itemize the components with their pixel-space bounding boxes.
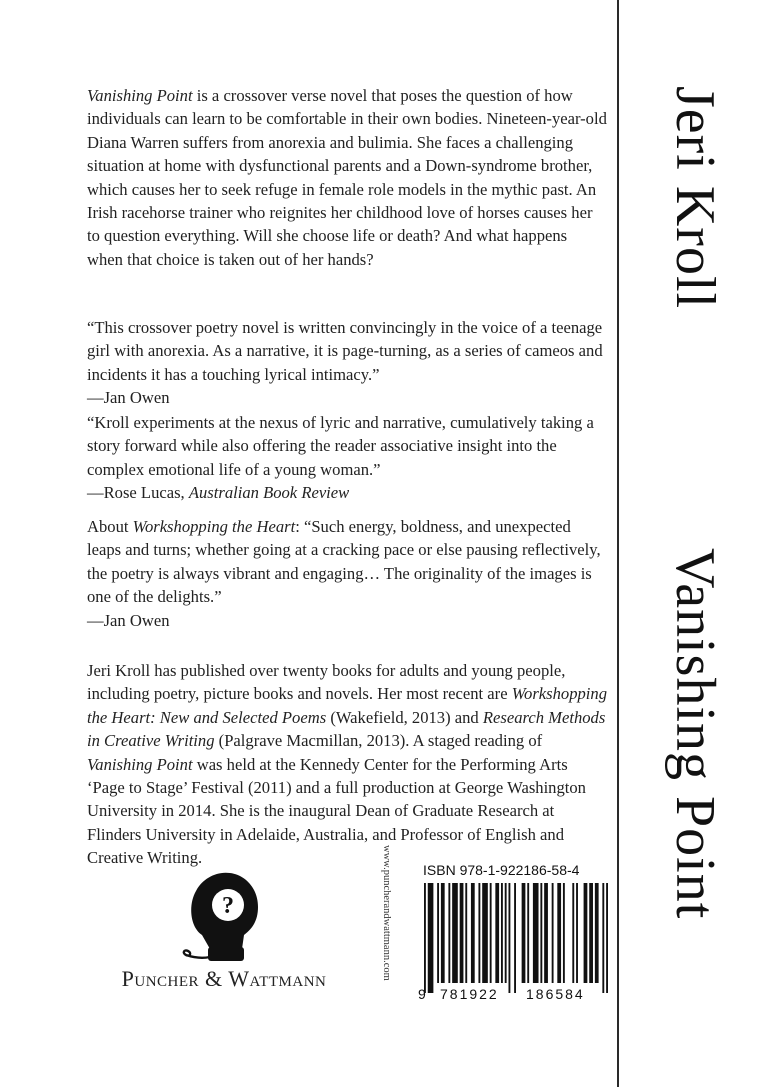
publisher-name: Puncher & Wattmann [121,966,327,991]
barcode-bar [490,883,492,983]
barcode-bar [508,883,510,993]
barcode-bar [478,883,480,983]
quote-attribution-name: —Rose Lucas, [87,483,189,503]
bio-text: (Wakefield, 2013) and [326,707,483,727]
barcode-bar [452,883,458,983]
barcode-bar [544,883,548,983]
barcode-digit-first: 9 [418,986,426,1002]
barcode-bar [505,883,507,983]
barcode-bar [514,883,516,993]
quote-attribution-publication: Australian Book Review [188,483,350,503]
barcode-bar [595,883,599,983]
barcode-bar [522,883,526,983]
barcode-bar [465,883,467,983]
spine-title: Vanishing Point [664,548,726,920]
bio-text: (Palgrave Macmillan, 2013). A staged reading of [214,731,543,751]
bio-book-title: Research Methods in Creative Writing [87,707,606,751]
quote-text: “This crossover poetry novel is written convincingly in the voice of a teenage girl with anorexia. As a narrative, it is page-turning, as a series of cameos and incidents it has a touching lyrical intimacy.” [87,318,603,384]
review-quote-1 [87,316,607,410]
quote-text: “Kroll experiments at the nexus of lyric and narrative, cumulatively taking a story forward while also offering the reader associative insight into the complex emotional life of a young woman.” [87,413,594,479]
bio-text: was held at the Kennedy Center for the Performing Arts ‘Page to Stage’ Festival (2011) and a full production at George Washington University in 2014. She is the inaugural Dean of Graduate Research at Flinders University in Adelaide, Australia, and Professor of English and Creative Writing. [87,754,586,868]
review-quote-3 [87,515,607,632]
quote-prefix: About [87,517,133,536]
barcode-bar [572,883,574,983]
barcode-bar [533,883,539,983]
barcode-bar [460,883,464,983]
barcode-bar [441,883,445,983]
barcode-bar [557,883,561,983]
spine-author: Jeri Kroll [664,86,726,310]
quote-attribution: —Jan Owen [87,388,170,408]
quote-attribution [87,481,607,504]
barcode-bar [602,883,604,993]
svg-text:?: ? [222,893,234,919]
quote-attribution: —Jan Owen [87,610,170,630]
barcode-bar [552,883,554,983]
barcode-bar [589,883,593,983]
barcode-bar [482,883,488,983]
barcode-digits-right: 186584 [526,986,585,1002]
bio-text: Jeri Kroll has published over twenty books for adults and young people, including poetry, picture books and novels. Her most recent are [87,661,566,704]
quote-text: : “Such energy, boldness, and unexpected leaps and turns; whether going at a cracking pace or else pausing reflectively, the poetry is always vibrant and engaging… The originality of the images is one of the delights.” [87,517,601,607]
author-bio [87,659,607,870]
barcode-bar [606,883,608,993]
isbn-label: ISBN 978-1-922186-58-4 [423,862,580,878]
blurb-text: is a crossover verse novel that poses the question of how individuals can learn to be comfortable in their own bodies. Nineteen-year-old Diana Warren suffers from anorexia and bulimia. She faces a challenging situation at home with dysfunctional parents and a Down-syndrome brother, which causes her to seek refuge in female role models in the mythic past. An Irish racehorse trainer who reignites her childhood love of horses causes her to question everything. Will she choose life or death? And what happens when that choice is taken out of her hands? [87,86,607,269]
barcode-bar [563,883,565,983]
publisher-website: www.puncherandwattmann.com [381,845,392,981]
barcode-digits-left: 781922 [440,986,499,1002]
quote-book-title: Workshopping the Heart [132,517,296,536]
barcode-bar [495,883,499,983]
barcode-bar [501,883,503,983]
bio-book-title: Vanishing Point [87,754,193,774]
barcode-bar [428,883,434,993]
blurb-paragraph [87,84,607,271]
barcode-bar [437,883,439,983]
isbn-barcode [422,883,610,995]
barcode-bar [448,883,450,983]
blurb-book-title: Vanishing Point [87,86,193,105]
barcode-bar [424,883,426,993]
boxing-glove-icon [172,865,282,965]
review-quote-2 [87,411,607,505]
barcode-bar [527,883,529,983]
barcode-bar [540,883,542,983]
barcode-bar [576,883,578,983]
book-spine [619,0,766,1087]
publisher-logo [79,862,369,1002]
bio-book-title: Workshopping the Heart: New and Selected Poems [87,684,607,727]
barcode-bar [471,883,475,983]
barcode-bar [584,883,588,983]
